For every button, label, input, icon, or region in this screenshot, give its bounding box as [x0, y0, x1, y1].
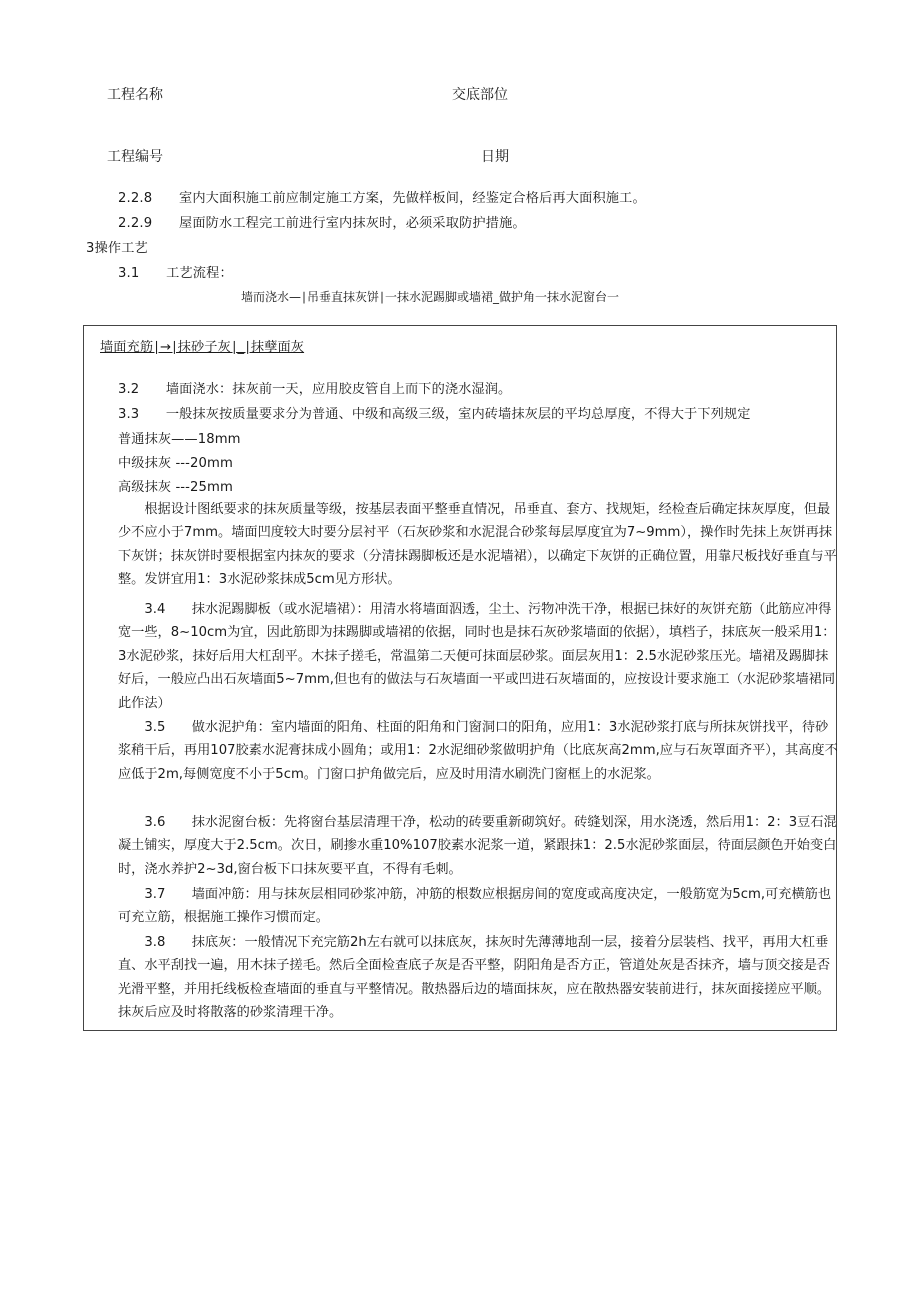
date-label: 日期 [481, 149, 509, 165]
clause-3-7: 3.7 墙面冲筋：用与抹灰层相同砂浆冲筋，冲筋的根数应根据房间的宽度或高度决定，一般筋宽为5cm,可充横筋也可充立筋，根据施工操作习惯而定。 [118, 887, 832, 926]
section-3-heading: 3操作工艺 [86, 241, 148, 256]
clause-3-3-detail: 根据设计图纸要求的抹灰质量等级，按基层表面平整垂直情况，吊垂直、套方、找规矩，经检查后确定抹灰厚度，但最少不应小于7mm。墙面凹度较大时要分层衬平（石灰砂浆和水泥混合砂浆每层厚度宜为7~9mm），操作时先抹上灰饼再抹下灰饼；抹灰饼时要根据室内抹灰的要求（分清抹踢脚板还是水泥墙裙），以确定下灰饼的正确位置，用靠尺板找好垂直与平整。发饼宜用1：3水泥砂浆抹成5cm见方形状。 [118, 502, 837, 588]
clause-3-3: 3.3 一般抹灰按质量要求分为普通、中级和高级三级，室内砖墙抹灰层的平均总厚度，不得大于下列规定 [118, 407, 751, 422]
clause-2-2-8: 2.2.8 室内大面积施工前应制定施工方案，先做样板间，经鉴定合格后再大面积施工。 [118, 191, 646, 206]
process-flow-line-1: 墙而浇水—∣吊垂直抹灰饼∣一抹水泥踢脚或墙裙_做护角一抹水泥窗台一 [241, 290, 620, 304]
content-frame [83, 325, 837, 1031]
clause-3-8: 3.8 抹底灰：一般情况下充完筋2h左右就可以抹底灰，抹灰时先薄薄地刮一层，接着分层装档、找平，再用大杠垂直、水平刮找一遍，用木抹子搓毛。然后全面检查底子灰是否平整，阴阳角是否方正，管道处灰是否抹齐，墙与顶交接是否光滑平整，并用托线板检查墙面的垂直与平整情况。散热器后边的墙面抹灰，应在散热器安装前进行，抹灰面接搓应平顺。抹灰后应及时将散落的砂浆清理干净。 [118, 935, 831, 1021]
clause-3-4: 3.4 抹水泥踢脚板（或水泥墙裙）：用清水将墙面泅透，尘土、污物冲洗干净，根据已抹好的灰饼充筋（此筋应冲得宽一些，8~10cm为宜，因此筋即为抹踢脚或墙裙的依据，同时也是抹石灰砂浆墙面的依据），填档子，抹底灰一般采用1：3水泥砂浆，抹好后用大杠刮平。木抹子搓毛，常温第二天便可抹面层砂浆。面层灰用1：2.5水泥砂浆压光。墙裙及踢脚抹好后，一般应凸出石灰墙面5~7mm,但也有的做法与石灰墙面一平或凹进石灰墙面的，应按设计要求施工（水泥砂浆墙裙同此作法） [118, 602, 836, 711]
clause-3-2: 3.2 墙面浇水：抹灰前一天，应用胶皮管自上而下的浇水湿润。 [118, 382, 512, 397]
clause-3-1: 3.1 工艺流程： [118, 266, 233, 281]
location-label: 交底部位 [452, 87, 508, 103]
grade-medium: 中级抹灰 ---20mm [118, 456, 233, 471]
clause-3-5: 3.5 做水泥护角：室内墙面的阳角、柱面的阳角和门窗洞口的阳角，应用1：3水泥砂浆打底与所抹灰饼找平，待砂浆稍干后，再用107胶素水泥膏抹成小圆角；或用1：2水泥细砂浆做明护角（比底灰高2mm,应与石灰罩面齐平），其高度不应低于2m,每侧宽度不小于5cm。门窗口护角做完后，应及时用清水刷洗门窗框上的水泥浆。 [118, 720, 838, 782]
grade-normal: 普通抹灰——18mm [118, 432, 241, 447]
project-name-label: 工程名称 [107, 87, 163, 103]
clause-3-6: 3.6 抹水泥窗台板：先将窗台基层清理干净，松动的砖要重新砌筑好。砖缝划深，用水浇透，然后用1：2：3豆石混凝土铺实，厚度大于2.5cm。次日，刷掺水重10%107胶素水泥浆一道，紧跟抹1：2.5水泥砂浆面层，待面层颜色开始变白时，浇水养护2~3d,窗台板下口抹灰要平直，不得有毛刺。 [118, 815, 837, 877]
clause-2-2-9: 2.2.9 屋面防水工程完工前进行室内抹灰时，必须采取防护措施。 [118, 216, 526, 231]
project-no-label: 工程编号 [107, 149, 163, 165]
grade-high: 高级抹灰 ---25mm [118, 480, 233, 495]
process-flow-line-2: 墙面充筋∣→∣抹砂子灰∣_∣抹孽面灰 [100, 340, 305, 355]
